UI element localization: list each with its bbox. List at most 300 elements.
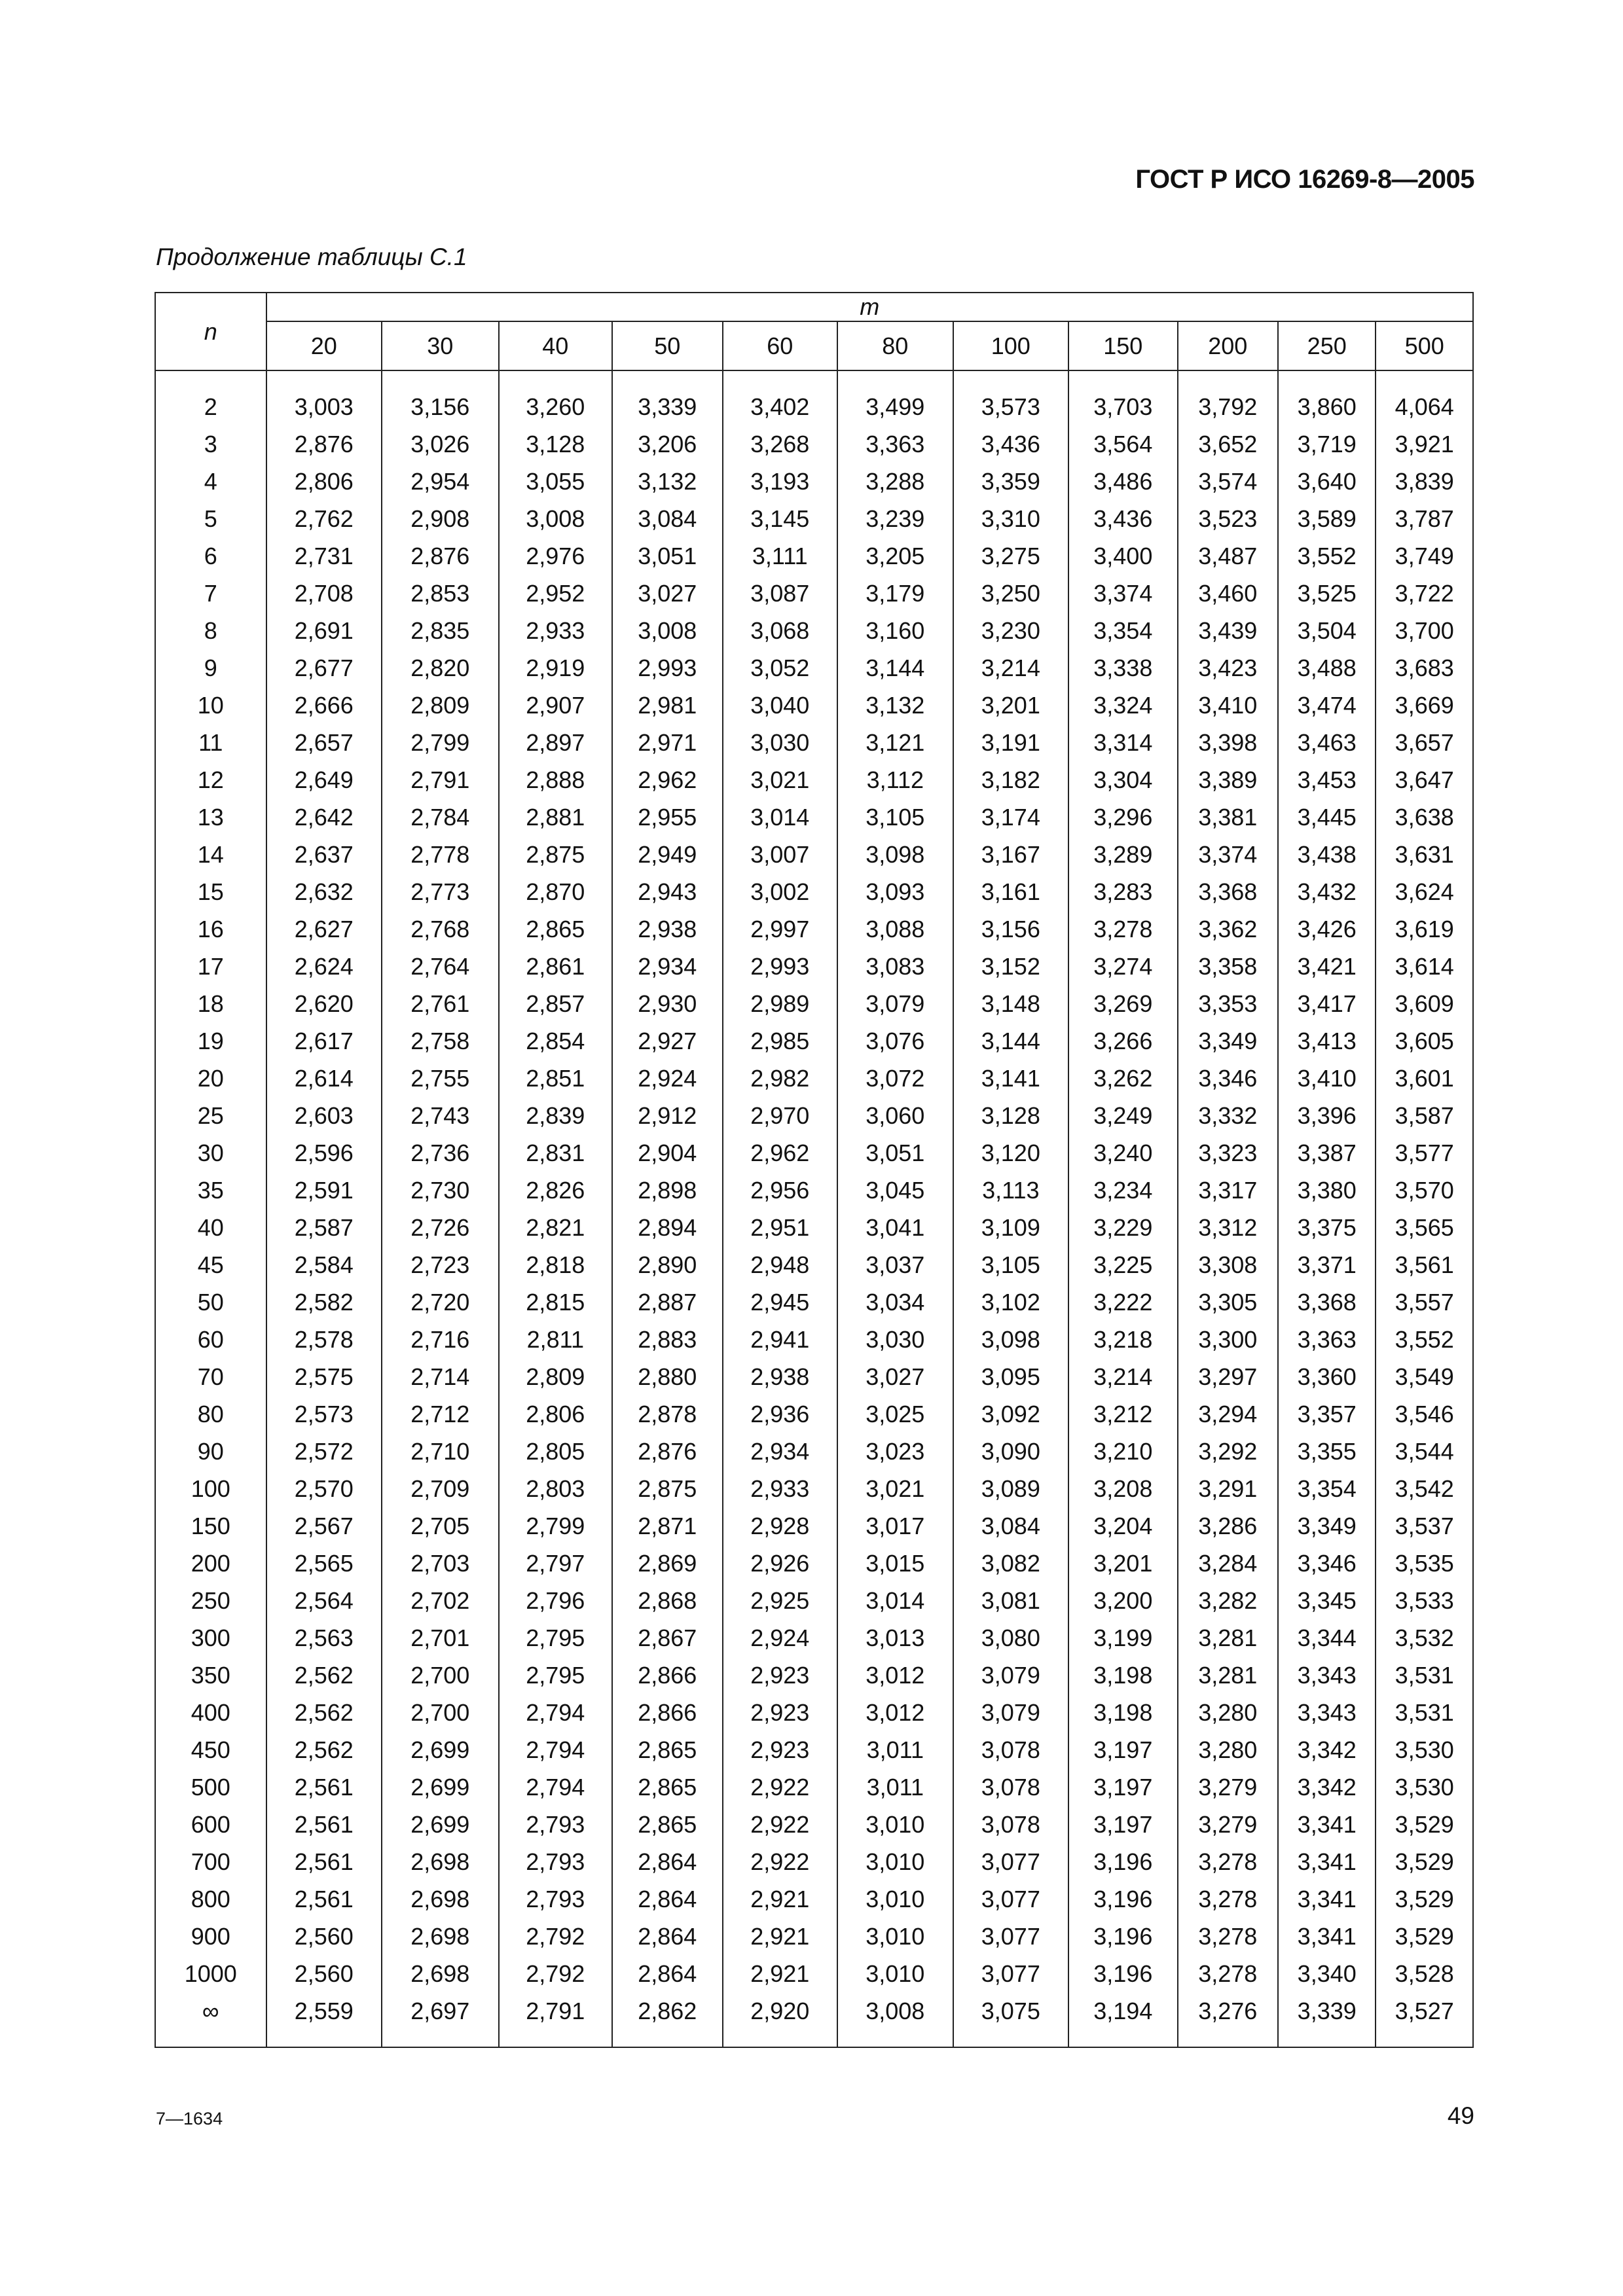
table-cell: 2,794: [499, 1768, 613, 1806]
table-cell: 3,260: [499, 370, 613, 425]
table-cell: 2,561: [266, 1843, 382, 1880]
table-cell: 3,323: [1178, 1134, 1278, 1172]
table-cell: 2,758: [382, 1022, 499, 1060]
table-cell: 3,197: [1068, 1768, 1177, 1806]
table-cell: 3,368: [1178, 873, 1278, 910]
table-cell: 2,933: [499, 612, 613, 649]
column-header: 80: [837, 321, 953, 370]
table-cell: 3,342: [1278, 1731, 1376, 1768]
table-cell: 3,087: [723, 575, 838, 612]
table-cell: 3,341: [1278, 1806, 1376, 1843]
table-cell: 3,167: [953, 836, 1069, 873]
table-cell: 3,532: [1376, 1619, 1473, 1657]
table-cell: 3,012: [837, 1657, 953, 1694]
table-cell: 3,234: [1068, 1172, 1177, 1209]
table-cell: 3,023: [837, 1433, 953, 1470]
table-cell: 3,093: [837, 873, 953, 910]
table-cell: 3,529: [1376, 1880, 1473, 1918]
table-cell: 2,792: [499, 1955, 613, 1992]
table-row: [155, 370, 1473, 425]
table-cell: 3,218: [1068, 1321, 1177, 1358]
table-cell: 2,809: [382, 687, 499, 724]
table-cell: 3,045: [837, 1172, 953, 1209]
table-cell: 3,196: [1068, 1843, 1177, 1880]
table-cell: 2,923: [723, 1694, 838, 1731]
table-cell: 3,380: [1278, 1172, 1376, 1209]
table-cell: 2,922: [723, 1843, 838, 1880]
table-cell: 3,362: [1178, 910, 1278, 948]
table-cell: 2,948: [723, 1246, 838, 1283]
table-cell: 2,582: [266, 1283, 382, 1321]
row-label-cell: 50: [155, 1283, 266, 1321]
table-cell: 2,938: [612, 910, 722, 948]
table-cell: 3,357: [1278, 1395, 1376, 1433]
table-cell: 3,358: [1178, 948, 1278, 985]
column-header: 200: [1178, 321, 1278, 370]
table-cell: 3,078: [953, 1731, 1069, 1768]
table-cell: 3,078: [953, 1768, 1069, 1806]
table-cell: 2,875: [612, 1470, 722, 1507]
row-label-cell: 700: [155, 1843, 266, 1880]
table-cell: 3,120: [953, 1134, 1069, 1172]
table-cell: 3,194: [1068, 1992, 1177, 2047]
table-cell: 2,799: [382, 724, 499, 761]
table-row: [155, 1918, 1473, 1955]
table-cell: 3,486: [1068, 463, 1177, 500]
table-cell: 3,025: [837, 1395, 953, 1433]
table-cell: 2,921: [723, 1955, 838, 1992]
table-cell: 3,343: [1278, 1657, 1376, 1694]
table-cell: 3,229: [1068, 1209, 1177, 1246]
table-cell: 3,281: [1178, 1657, 1278, 1694]
table-cell: 2,982: [723, 1060, 838, 1097]
table-cell: 3,278: [1178, 1843, 1278, 1880]
table-cell: 2,938: [723, 1358, 838, 1395]
table-cell: 3,152: [953, 948, 1069, 985]
table-cell: 3,102: [953, 1283, 1069, 1321]
row-label-cell: 4: [155, 463, 266, 500]
table-cell: 3,353: [1178, 985, 1278, 1022]
table-cell: 3,010: [837, 1806, 953, 1843]
table-cell: 2,981: [612, 687, 722, 724]
table-cell: 4,064: [1376, 370, 1473, 425]
table-row: [155, 1507, 1473, 1545]
table-cell: 3,098: [953, 1321, 1069, 1358]
table-cell: 2,865: [612, 1806, 722, 1843]
table-cell: 2,799: [499, 1507, 613, 1545]
table-cell: 3,574: [1178, 463, 1278, 500]
table-cell: 2,908: [382, 500, 499, 537]
table-row: [155, 1022, 1473, 1060]
table-cell: 3,542: [1376, 1470, 1473, 1507]
table-cell: 2,861: [499, 948, 613, 985]
row-label-cell: 16: [155, 910, 266, 948]
table-cell: 2,743: [382, 1097, 499, 1134]
table-cell: 3,128: [953, 1097, 1069, 1134]
table-cell: 3,312: [1178, 1209, 1278, 1246]
table-cell: 2,764: [382, 948, 499, 985]
table-cell: 3,179: [837, 575, 953, 612]
table-cell: 2,591: [266, 1172, 382, 1209]
table-row: [155, 1582, 1473, 1619]
table-cell: 2,791: [382, 761, 499, 798]
row-label-cell: 200: [155, 1545, 266, 1582]
table-cell: 3,196: [1068, 1918, 1177, 1955]
table-cell: 3,014: [723, 798, 838, 836]
table-cell: 3,389: [1178, 761, 1278, 798]
table-cell: 3,156: [953, 910, 1069, 948]
table-cell: 2,708: [266, 575, 382, 612]
table-cell: 2,853: [382, 575, 499, 612]
table-cell: 3,324: [1068, 687, 1177, 724]
row-label-cell: 10: [155, 687, 266, 724]
table-cell: 3,012: [837, 1694, 953, 1731]
table-cell: 2,778: [382, 836, 499, 873]
table-cell: 3,374: [1178, 836, 1278, 873]
table-cell: 3,374: [1068, 575, 1177, 612]
table-cell: 2,933: [723, 1470, 838, 1507]
table-cell: 2,806: [266, 463, 382, 500]
table-row: [155, 463, 1473, 500]
table-cell: 3,072: [837, 1060, 953, 1097]
table-cell: 2,971: [612, 724, 722, 761]
table-cell: 2,925: [723, 1582, 838, 1619]
table-cell: 3,010: [837, 1843, 953, 1880]
table-row: [155, 1395, 1473, 1433]
table-cell: 3,030: [723, 724, 838, 761]
table-cell: 3,363: [1278, 1321, 1376, 1358]
table-cell: 3,079: [953, 1694, 1069, 1731]
table-cell: 3,530: [1376, 1768, 1473, 1806]
table-cell: 2,876: [266, 425, 382, 463]
table-cell: 2,565: [266, 1545, 382, 1582]
table-cell: 2,955: [612, 798, 722, 836]
row-label-cell: 30: [155, 1134, 266, 1172]
table-cell: 2,866: [612, 1694, 722, 1731]
table-cell: 2,869: [612, 1545, 722, 1582]
table-cell: 2,702: [382, 1582, 499, 1619]
table-cell: 3,341: [1278, 1880, 1376, 1918]
table-row: [155, 798, 1473, 836]
table-cell: 2,952: [499, 575, 613, 612]
table-cell: 2,867: [612, 1619, 722, 1657]
table-cell: 3,145: [723, 500, 838, 537]
table-cell: 2,934: [612, 948, 722, 985]
table-cell: 3,346: [1278, 1545, 1376, 1582]
table-cell: 3,280: [1178, 1731, 1278, 1768]
table-cell: 3,280: [1178, 1694, 1278, 1731]
row-label-cell: 250: [155, 1582, 266, 1619]
table-row: [155, 1209, 1473, 1246]
table-cell: 3,077: [953, 1955, 1069, 1992]
table-cell: 2,792: [499, 1918, 613, 1955]
table-cell: 2,993: [723, 948, 838, 985]
table-cell: 3,439: [1178, 612, 1278, 649]
table-cell: 3,003: [266, 370, 382, 425]
table-cell: 3,132: [837, 687, 953, 724]
table-cell: 3,601: [1376, 1060, 1473, 1097]
table-cell: 3,197: [1068, 1806, 1177, 1843]
table-cell: 2,924: [612, 1060, 722, 1097]
table-cell: 2,941: [723, 1321, 838, 1358]
table-cell: 2,876: [612, 1433, 722, 1470]
table-cell: 2,624: [266, 948, 382, 985]
table-cell: 3,304: [1068, 761, 1177, 798]
table-cell: 2,934: [723, 1433, 838, 1470]
table-cell: 3,141: [953, 1060, 1069, 1097]
table-cell: 3,282: [1178, 1582, 1278, 1619]
table-cell: 3,196: [1068, 1955, 1177, 1992]
row-label-cell: 800: [155, 1880, 266, 1918]
table-cell: 2,826: [499, 1172, 613, 1209]
table-cell: 3,111: [723, 537, 838, 575]
table-cell: 2,865: [499, 910, 613, 948]
table-cell: 3,266: [1068, 1022, 1177, 1060]
table-cell: 3,463: [1278, 724, 1376, 761]
table-row: [155, 948, 1473, 985]
table-cell: 2,997: [723, 910, 838, 948]
table-cell: 3,060: [837, 1097, 953, 1134]
table-cell: 2,657: [266, 724, 382, 761]
column-header: 50: [612, 321, 722, 370]
table-cell: 3,719: [1278, 425, 1376, 463]
table-cell: 3,722: [1376, 575, 1473, 612]
table-cell: 2,956: [723, 1172, 838, 1209]
table-cell: 3,402: [723, 370, 838, 425]
table-cell: 2,818: [499, 1246, 613, 1283]
table-cell: 3,638: [1376, 798, 1473, 836]
table-cell: 2,954: [382, 463, 499, 500]
table-cell: 3,339: [1278, 1992, 1376, 2047]
table-cell: 2,784: [382, 798, 499, 836]
table-cell: 2,562: [266, 1694, 382, 1731]
table-cell: 3,017: [837, 1507, 953, 1545]
table-cell: 3,239: [837, 500, 953, 537]
table-cell: 2,976: [499, 537, 613, 575]
table-row: [155, 649, 1473, 687]
table-cell: 3,201: [1068, 1545, 1177, 1582]
table-cell: 3,436: [1068, 500, 1177, 537]
table-cell: 3,156: [382, 370, 499, 425]
table-cell: 3,011: [837, 1768, 953, 1806]
table-cell: 2,835: [382, 612, 499, 649]
table-cell: 3,144: [837, 649, 953, 687]
table-cell: 2,803: [499, 1470, 613, 1507]
table-cell: 3,417: [1278, 985, 1376, 1022]
table-cell: 3,360: [1278, 1358, 1376, 1395]
table-cell: 3,212: [1068, 1395, 1177, 1433]
table-cell: 3,174: [953, 798, 1069, 836]
table-cell: 2,714: [382, 1358, 499, 1395]
table-cell: 3,077: [953, 1918, 1069, 1955]
table-cell: 3,460: [1178, 575, 1278, 612]
row-label-cell: 9: [155, 649, 266, 687]
table-cell: 2,584: [266, 1246, 382, 1283]
table-cell: 2,559: [266, 1992, 382, 2047]
table-cell: 3,488: [1278, 649, 1376, 687]
table-cell: 2,731: [266, 537, 382, 575]
table-cell: 2,993: [612, 649, 722, 687]
table-cell: 2,698: [382, 1843, 499, 1880]
table-cell: 3,262: [1068, 1060, 1177, 1097]
table-cell: 3,297: [1178, 1358, 1278, 1395]
row-label-cell: 100: [155, 1470, 266, 1507]
table-cell: 3,474: [1278, 687, 1376, 724]
table-caption: Продолжение таблицы С.1: [156, 243, 467, 270]
table-row: [155, 873, 1473, 910]
column-variable-header: m: [266, 293, 1474, 321]
row-label-cell: 8: [155, 612, 266, 649]
table-cell: 3,007: [723, 836, 838, 873]
table-cell: 2,864: [612, 1843, 722, 1880]
table-cell: 3,079: [953, 1657, 1069, 1694]
table-row: [155, 1806, 1473, 1843]
table-cell: 3,529: [1376, 1843, 1473, 1880]
table-cell: 3,387: [1278, 1134, 1376, 1172]
table-cell: 3,225: [1068, 1246, 1177, 1283]
table-cell: 3,196: [1068, 1880, 1177, 1918]
table-cell: 3,341: [1278, 1843, 1376, 1880]
table-row: [155, 1992, 1473, 2047]
table-cell: 3,438: [1278, 836, 1376, 873]
table-cell: 3,286: [1178, 1507, 1278, 1545]
data-table: [155, 292, 1474, 2048]
table-cell: 3,283: [1068, 873, 1177, 910]
table-cell: 3,445: [1278, 798, 1376, 836]
table-cell: 3,291: [1178, 1470, 1278, 1507]
table-cell: 3,344: [1278, 1619, 1376, 1657]
table-cell: 2,897: [499, 724, 613, 761]
table-cell: 3,839: [1376, 463, 1473, 500]
table-cell: 3,410: [1178, 687, 1278, 724]
table-cell: 3,082: [953, 1545, 1069, 1582]
table-row: [155, 1843, 1473, 1880]
table-cell: 2,691: [266, 612, 382, 649]
table-cell: 3,749: [1376, 537, 1473, 575]
table-cell: 2,857: [499, 985, 613, 1022]
table-cell: 3,010: [837, 1955, 953, 1992]
table-cell: 3,208: [1068, 1470, 1177, 1507]
table-cell: 3,288: [837, 463, 953, 500]
table-cell: 2,666: [266, 687, 382, 724]
table-cell: 3,436: [953, 425, 1069, 463]
table-cell: 3,076: [837, 1022, 953, 1060]
table-cell: 3,268: [723, 425, 838, 463]
table-cell: 3,083: [837, 948, 953, 985]
table-cell: 3,573: [953, 370, 1069, 425]
table-cell: 2,710: [382, 1433, 499, 1470]
table-cell: 3,552: [1376, 1321, 1473, 1358]
table-cell: 2,698: [382, 1880, 499, 1918]
table-cell: 2,871: [612, 1507, 722, 1545]
table-cell: 3,008: [612, 612, 722, 649]
table-row: [155, 1470, 1473, 1507]
table-cell: 2,642: [266, 798, 382, 836]
table-cell: 3,276: [1178, 1992, 1278, 2047]
table-cell: 3,281: [1178, 1619, 1278, 1657]
table-cell: 3,544: [1376, 1433, 1473, 1470]
row-label-cell: 70: [155, 1358, 266, 1395]
table-cell: 2,603: [266, 1097, 382, 1134]
table-row: [155, 1545, 1473, 1582]
table-cell: 3,552: [1278, 537, 1376, 575]
table-cell: 3,027: [612, 575, 722, 612]
table-cell: 2,701: [382, 1619, 499, 1657]
table-cell: 2,865: [612, 1768, 722, 1806]
table-row: [155, 1731, 1473, 1768]
table-cell: 3,296: [1068, 798, 1177, 836]
column-header: 40: [499, 321, 613, 370]
table-cell: 2,700: [382, 1657, 499, 1694]
column-header: 20: [266, 321, 382, 370]
table-row: [155, 1694, 1473, 1731]
table-cell: 3,589: [1278, 500, 1376, 537]
table-cell: 3,339: [612, 370, 722, 425]
table-cell: 3,109: [953, 1209, 1069, 1246]
table-cell: 2,876: [382, 537, 499, 575]
table-cell: 2,851: [499, 1060, 613, 1097]
standard-designation: ГОСТ Р ИСО 16269-8—2005: [1135, 165, 1474, 194]
row-label-cell: 60: [155, 1321, 266, 1358]
table-cell: 3,214: [1068, 1358, 1177, 1395]
table-cell: 2,805: [499, 1433, 613, 1470]
table-cell: 3,587: [1376, 1097, 1473, 1134]
table-cell: 3,289: [1068, 836, 1177, 873]
table-row: [155, 1358, 1473, 1395]
table-cell: 2,870: [499, 873, 613, 910]
table-row: [155, 1060, 1473, 1097]
table-cell: 3,144: [953, 1022, 1069, 1060]
table-cell: 3,080: [953, 1619, 1069, 1657]
table-cell: 2,806: [499, 1395, 613, 1433]
table-cell: 3,199: [1068, 1619, 1177, 1657]
table-cell: 2,811: [499, 1321, 613, 1358]
table-cell: 3,205: [837, 537, 953, 575]
table-cell: 3,278: [1178, 1955, 1278, 1992]
table-row: [155, 761, 1473, 798]
table-cell: 3,010: [837, 1880, 953, 1918]
table-cell: 3,410: [1278, 1060, 1376, 1097]
table-cell: 2,793: [499, 1843, 613, 1880]
table-cell: 2,560: [266, 1955, 382, 1992]
table-cell: 3,191: [953, 724, 1069, 761]
row-label-cell: 25: [155, 1097, 266, 1134]
table-cell: 2,730: [382, 1172, 499, 1209]
table-cell: 2,794: [499, 1731, 613, 1768]
table-row: [155, 724, 1473, 761]
table-cell: 2,920: [723, 1992, 838, 2047]
table-row: [155, 425, 1473, 463]
table-cell: 3,040: [723, 687, 838, 724]
table-row: [155, 1097, 1473, 1134]
table-row: [155, 1283, 1473, 1321]
table-cell: 3,338: [1068, 649, 1177, 687]
table-cell: 3,683: [1376, 649, 1473, 687]
table-cell: 3,453: [1278, 761, 1376, 798]
table-cell: 3,426: [1278, 910, 1376, 948]
table-cell: 2,919: [499, 649, 613, 687]
table-cell: 3,346: [1178, 1060, 1278, 1097]
table-cell: 2,864: [612, 1955, 722, 1992]
table-cell: 2,924: [723, 1619, 838, 1657]
table-cell: 3,564: [1068, 425, 1177, 463]
table-cell: 2,820: [382, 649, 499, 687]
table-cell: 2,821: [499, 1209, 613, 1246]
table-cell: 3,400: [1068, 537, 1177, 575]
table-cell: 2,698: [382, 1918, 499, 1955]
table-row: [155, 1172, 1473, 1209]
table-cell: 3,222: [1068, 1283, 1177, 1321]
